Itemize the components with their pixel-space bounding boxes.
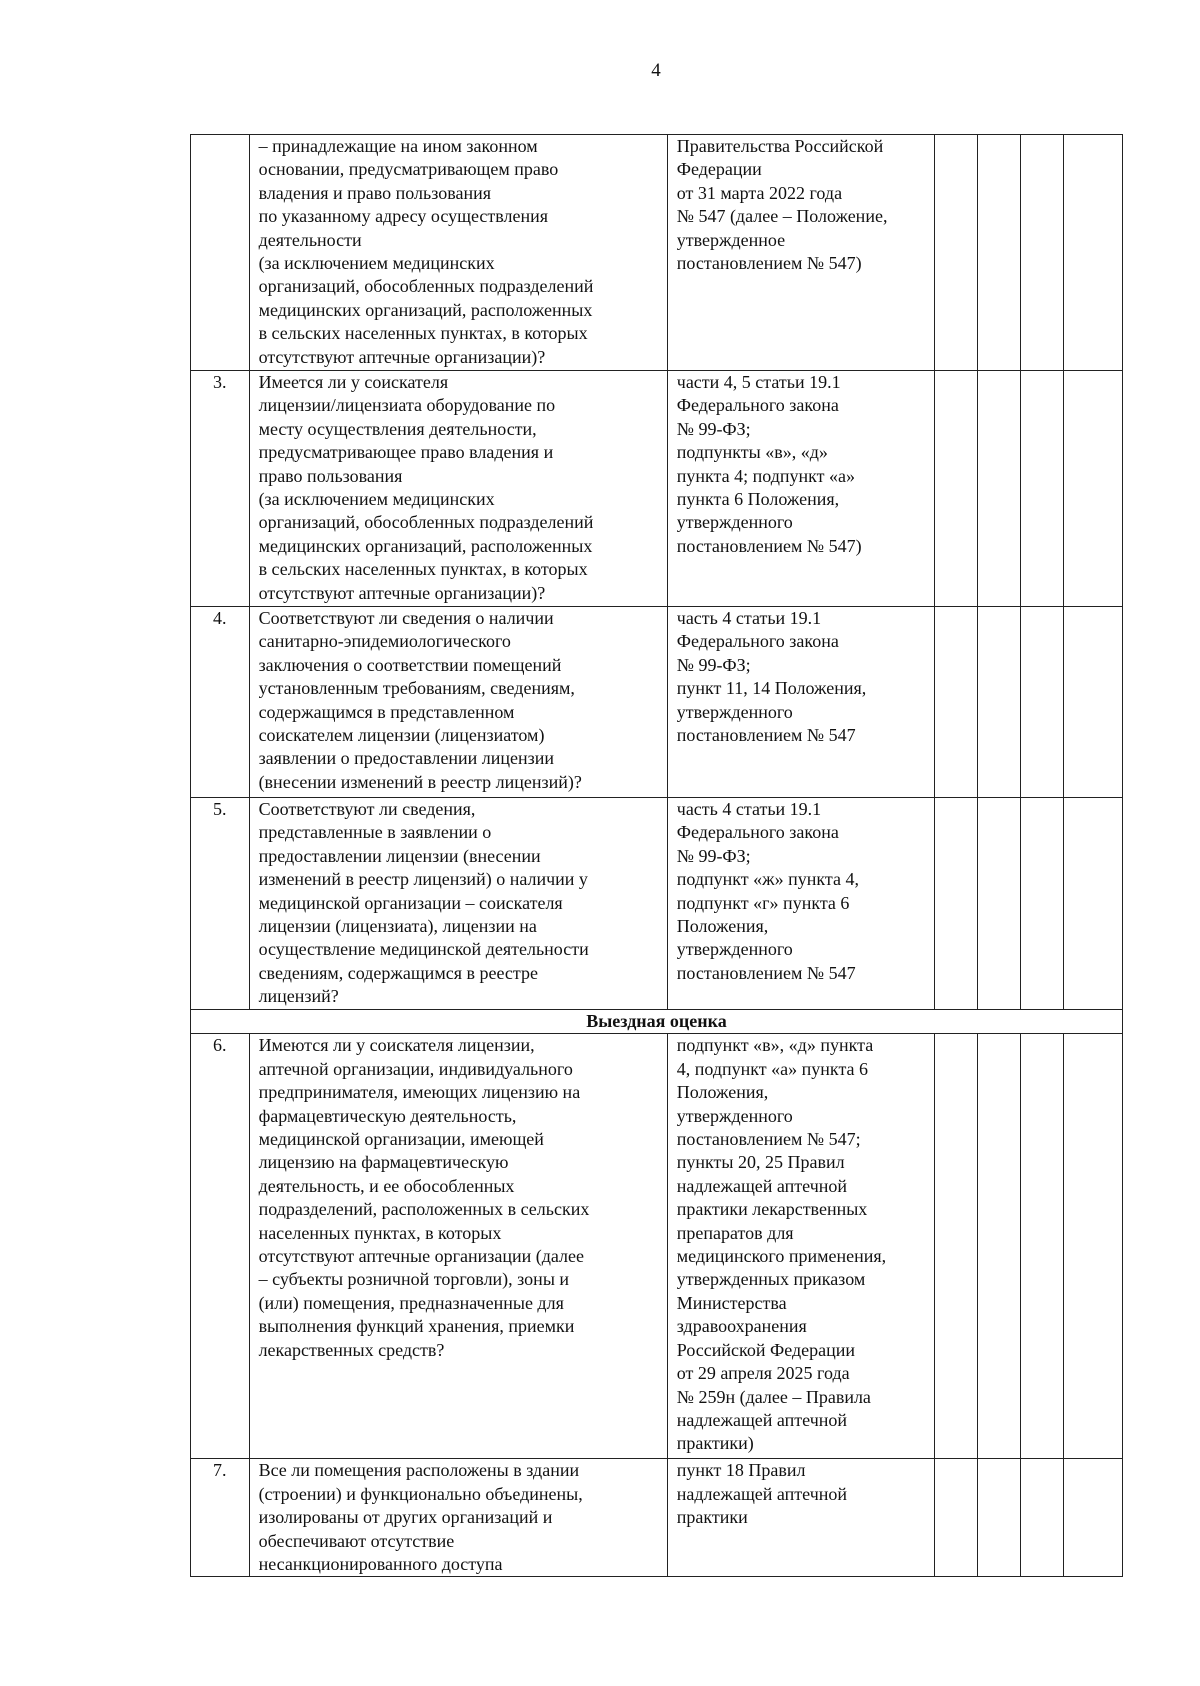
question-line: предоставлении лицензии (внесении — [258, 845, 541, 866]
reference-line: надлежащей аптечной — [676, 1409, 848, 1430]
question-line: – субъекты розничной торговли), зоны и — [258, 1269, 570, 1290]
reference-line: практики — [676, 1507, 748, 1528]
question-line: в сельских населенных пунктах, в которых — [258, 323, 588, 344]
answer-box[interactable] — [978, 798, 1021, 1010]
page-number: 4 — [651, 60, 661, 81]
question-line: в сельских населенных пунктах, в которых — [258, 559, 588, 580]
question-line: населенных пунктах, в которых — [258, 1222, 502, 1243]
question-line: Имеется ли у соискателя — [258, 372, 449, 392]
question-line: аптечной организации, индивидуального — [258, 1058, 573, 1079]
question-cell — [249, 607, 667, 798]
reference-line: практики лекарственных — [676, 1199, 868, 1220]
answer-box[interactable] — [934, 1459, 977, 1577]
answer-box[interactable] — [978, 607, 1021, 798]
question-line: содержащимся в представленном — [258, 701, 515, 722]
question-line: основании, предусматривающем право — [258, 159, 559, 180]
reference-line: пункт 11, 14 Положения, — [676, 678, 867, 699]
question-line: организаций, обособленных подразделений — [258, 276, 594, 297]
reference-line: Положения, — [676, 916, 769, 937]
answer-box[interactable] — [1021, 371, 1064, 607]
reference-line: Положения, — [676, 1082, 769, 1103]
reference-line: постановлением № 547 — [676, 962, 856, 983]
question-line: выполнения функций хранения, приемки — [258, 1316, 575, 1337]
reference-line: здравоохранения — [676, 1316, 807, 1337]
row-number: 3. — [191, 371, 250, 607]
table-row — [191, 1034, 1123, 1459]
reference-line: утвержденных приказом — [676, 1269, 866, 1290]
reference-cell — [667, 135, 934, 371]
question-line: заявлении о предоставлении лицензии — [258, 748, 555, 769]
question-line: (внесении изменений в реестр лицензий)? — [258, 771, 582, 792]
section-row — [191, 1010, 1123, 1034]
answer-box[interactable] — [1021, 1459, 1064, 1577]
question-line: Соответствуют ли сведения о наличии — [258, 608, 554, 628]
reference-line: Федерального закона — [676, 395, 839, 416]
reference-line: Федерального закона — [676, 822, 839, 843]
question-line: (или) помещения, предназначенные для — [258, 1292, 564, 1313]
question-line: Имеются ли у соискателя лицензии, — [258, 1035, 535, 1056]
answer-box[interactable] — [978, 135, 1021, 371]
answer-box[interactable] — [1064, 1459, 1123, 1577]
reference-line: от 29 апреля 2025 года — [676, 1363, 850, 1384]
reference-line: № 547 (далее – Положение, — [676, 206, 888, 227]
answer-box[interactable] — [978, 1034, 1021, 1459]
question-line: фармацевтическую деятельность, — [258, 1105, 517, 1126]
question-line: деятельность, и ее обособленных — [258, 1175, 515, 1196]
question-line: деятельности — [258, 229, 362, 250]
question-line: медицинской организации, имеющей — [258, 1129, 544, 1150]
reference-cell — [667, 798, 934, 1010]
reference-line: препаратов для — [676, 1222, 794, 1243]
question-line: соискателем лицензии (лицензиатом) — [258, 725, 545, 746]
question-line: владения и право пользования — [258, 182, 492, 203]
table-row — [191, 135, 1123, 371]
reference-line: Министерства — [676, 1292, 787, 1313]
reference-line: надлежащей аптечной — [676, 1175, 848, 1196]
reference-line: утвержденного — [676, 939, 793, 960]
question-line: отсутствуют аптечные организации)? — [258, 582, 546, 603]
question-line: заключения о соответствии помещений — [258, 654, 562, 675]
answer-box[interactable] — [978, 371, 1021, 607]
reference-line: надлежащей аптечной — [676, 1483, 848, 1504]
table-row — [191, 371, 1123, 607]
question-line: подразделений, расположенных в сельских — [258, 1199, 590, 1220]
question-line: лекарственных средств? — [258, 1339, 445, 1360]
question-line: (за исключением медицинских — [258, 253, 495, 274]
question-line: предусматривающее право владения и — [258, 442, 554, 463]
question-line: Все ли помещения расположены в здании — [258, 1460, 580, 1481]
question-line: медицинской организации – соискателя — [258, 892, 563, 913]
reference-line: постановлением № 547 — [676, 725, 856, 746]
question-line: месту осуществления деятельности, — [258, 418, 537, 439]
question-cell — [249, 135, 667, 371]
reference-line: постановлением № 547; — [676, 1129, 861, 1150]
question-line: изменений в реестр лицензий) о наличии у — [258, 869, 588, 890]
question-line: отсутствуют аптечные организации (далее — [258, 1246, 585, 1267]
question-line: организаций, обособленных подразделений — [258, 512, 594, 533]
row-number: 4. — [191, 607, 250, 798]
answer-box[interactable] — [1064, 1034, 1123, 1459]
reference-line: Правительства Российской — [676, 136, 884, 156]
answer-box[interactable] — [934, 798, 977, 1010]
reference-line: пункт 18 Правил — [676, 1460, 806, 1481]
row-number: 5. — [191, 798, 250, 1010]
question-line: право пользования — [258, 465, 403, 486]
reference-cell — [667, 371, 934, 607]
answer-box[interactable] — [934, 135, 977, 371]
answer-box[interactable] — [1021, 135, 1064, 371]
answer-box[interactable] — [934, 607, 977, 798]
reference-line: утвержденного — [676, 1105, 793, 1126]
reference-line: пункты 20, 25 Правил — [676, 1152, 845, 1173]
reference-line: утвержденного — [676, 701, 793, 722]
question-line: установленным требованиям, сведениям, — [258, 678, 575, 699]
question-line: обеспечивают отсутствие — [258, 1530, 455, 1551]
reference-line: Федерального закона — [676, 631, 839, 652]
reference-line: части 4, 5 статьи 19.1 — [676, 372, 841, 392]
table-row — [191, 798, 1123, 1010]
reference-line: № 99-ФЗ; — [676, 654, 751, 675]
section-title: Выездная оценка — [191, 1010, 1123, 1034]
answer-box[interactable] — [934, 1034, 977, 1459]
table-row — [191, 607, 1123, 798]
question-line: по указанному адресу осуществления — [258, 206, 549, 227]
reference-line: Российской Федерации — [676, 1339, 855, 1360]
answer-box[interactable] — [1021, 607, 1064, 798]
reference-line: пункта 6 Положения, — [676, 489, 840, 510]
row-number — [191, 135, 250, 371]
question-line: медицинских организаций, расположенных — [258, 299, 593, 320]
question-line: изолированы от других организаций и — [258, 1507, 553, 1528]
reference-cell — [667, 1034, 934, 1459]
reference-line: подпункты «в», «д» — [676, 442, 828, 463]
reference-line: утвержденного — [676, 512, 793, 533]
reference-line: медицинского применения, — [676, 1246, 887, 1267]
reference-line: 4, подпункт «а» пункта 6 — [676, 1058, 869, 1079]
row-number: 6. — [191, 1034, 250, 1459]
reference-line: от 31 марта 2022 года — [676, 182, 843, 203]
question-cell — [249, 798, 667, 1010]
question-line: санитарно-эпидемиологического — [258, 631, 511, 652]
answer-box[interactable] — [978, 1459, 1021, 1577]
question-line: отсутствуют аптечные организации)? — [258, 346, 546, 367]
reference-line: практики) — [676, 1433, 754, 1454]
reference-line: подпункт «в», «д» пункта — [676, 1035, 874, 1056]
reference-line: постановлением № 547) — [676, 253, 862, 274]
question-line: осуществление медицинской деятельности — [258, 939, 589, 960]
question-line: (за исключением медицинских — [258, 489, 495, 510]
table-row — [191, 1459, 1123, 1577]
reference-line: часть 4 статьи 19.1 — [676, 799, 822, 819]
reference-cell — [667, 607, 934, 798]
question-line: лицензий? — [258, 986, 339, 1007]
question-line: (строении) и функционально объединены, — [258, 1483, 583, 1504]
answer-box[interactable] — [1064, 798, 1123, 1010]
question-cell — [249, 1459, 667, 1577]
question-line: – принадлежащие на ином законном — [258, 136, 538, 156]
reference-cell — [667, 1459, 934, 1577]
reference-line: пункта 4; подпункт «а» — [676, 465, 856, 486]
answer-box[interactable] — [1021, 798, 1064, 1010]
question-cell — [249, 371, 667, 607]
reference-line: Федерации — [676, 159, 762, 180]
reference-line: утвержденное — [676, 229, 786, 250]
reference-line: № 259н (далее – Правила — [676, 1386, 871, 1407]
reference-line: постановлением № 547) — [676, 535, 862, 556]
reference-line: № 99-ФЗ; — [676, 845, 751, 866]
question-line: Соответствуют ли сведения, — [258, 799, 476, 819]
answer-box[interactable] — [1064, 135, 1123, 371]
question-line: лицензии (лицензиата), лицензии на — [258, 916, 537, 937]
answer-box[interactable] — [1064, 371, 1123, 607]
question-line: медицинских организаций, расположенных — [258, 535, 593, 556]
row-number: 7. — [191, 1459, 250, 1577]
reference-line: часть 4 статьи 19.1 — [676, 608, 822, 628]
answer-box[interactable] — [934, 371, 977, 607]
answer-box[interactable] — [1064, 607, 1123, 798]
question-line: представленные в заявлении о — [258, 822, 492, 843]
question-line: лицензию на фармацевтическую — [258, 1152, 509, 1173]
question-line: лицензии/лицензиата оборудование по — [258, 395, 556, 416]
reference-line: № 99-ФЗ; — [676, 418, 751, 439]
question-line: предпринимателя, имеющих лицензию на — [258, 1082, 581, 1103]
question-line: сведениям, содержащимся в реестре — [258, 962, 538, 983]
question-line: несанкционированного доступа — [258, 1554, 503, 1575]
answer-box[interactable] — [1021, 1034, 1064, 1459]
reference-line: подпункт «г» пункта 6 — [676, 892, 850, 913]
question-cell — [249, 1034, 667, 1459]
reference-line: подпункт «ж» пункта 4, — [676, 869, 859, 890]
checklist-table — [190, 134, 1123, 1577]
